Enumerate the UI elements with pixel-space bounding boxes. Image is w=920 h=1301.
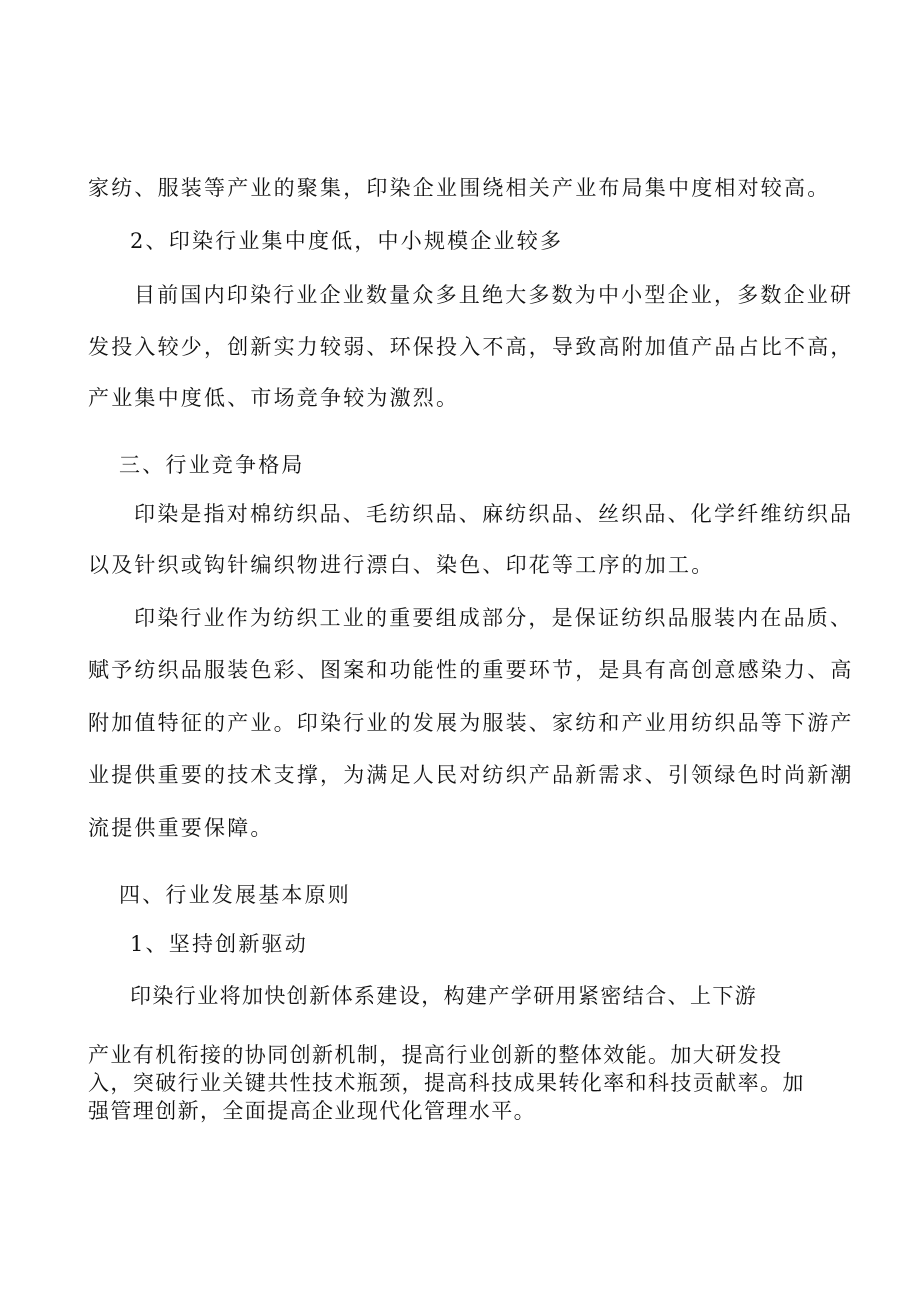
paragraph-line: 业提供重要的技术支撑，为满足人民对纺织产品新需求、引领绿色时尚新潮 (88, 763, 854, 787)
section-heading: 四、行业发展基本原则 (119, 883, 351, 907)
paragraph-line: 附加值特征的产业。印染行业的发展为服装、家纺和产业用纺织品等下游产 (88, 711, 854, 735)
paragraph-line: 印染行业作为纺织工业的重要组成部分，是保证纺织品服装内在品质、 (134, 606, 854, 630)
paragraph-line: 赋予纺织品服装色彩、图案和功能性的重要环节，是具有高创意感染力、高 (88, 658, 854, 682)
paragraph-line: 流提供重要保障。 (88, 816, 274, 840)
paragraph-line: 入，突破行业关键共性技术瓶颈，提高科技成果转化率和科技贡献率。加 (88, 1071, 805, 1095)
section-heading: 三、行业竞争格局 (119, 453, 305, 477)
subheading: 1、坚持创新驱动 (130, 932, 308, 956)
paragraph-line: 产业有机衔接的协同创新机制，提高行业创新的整体效能。加大研发投 (88, 1043, 783, 1067)
paragraph-line: 以及针织或钩针编织物进行漂白、染色、印花等工序的加工。 (88, 553, 715, 577)
paragraph-line: 目前国内印染行业企业数量众多且绝大多数为中小型企业，多数企业研 (134, 283, 854, 307)
subheading: 2、印染行业集中度低，中小规模企业较多 (130, 229, 564, 253)
paragraph-line: 印染是指对棉纺织品、毛纺织品、麻纺织品、丝织品、化学纤维纺织品 (134, 502, 854, 526)
paragraph-line: 强管理创新，全面提高企业现代化管理水平。 (88, 1099, 536, 1123)
paragraph-line: 家纺、服装等产业的聚集，印染企业围绕相关产业布局集中度相对较高。 (88, 176, 831, 200)
paragraph-line: 发投入较少，创新实力较弱、环保投入不高，导致高附加值产品占比不高， (88, 335, 854, 359)
paragraph-line: 产业集中度低、市场竞争较为激烈。 (88, 386, 460, 410)
paragraph-line: 印染行业将加快创新体系建设，构建产学研用紧密结合、上下游 (130, 984, 758, 1008)
